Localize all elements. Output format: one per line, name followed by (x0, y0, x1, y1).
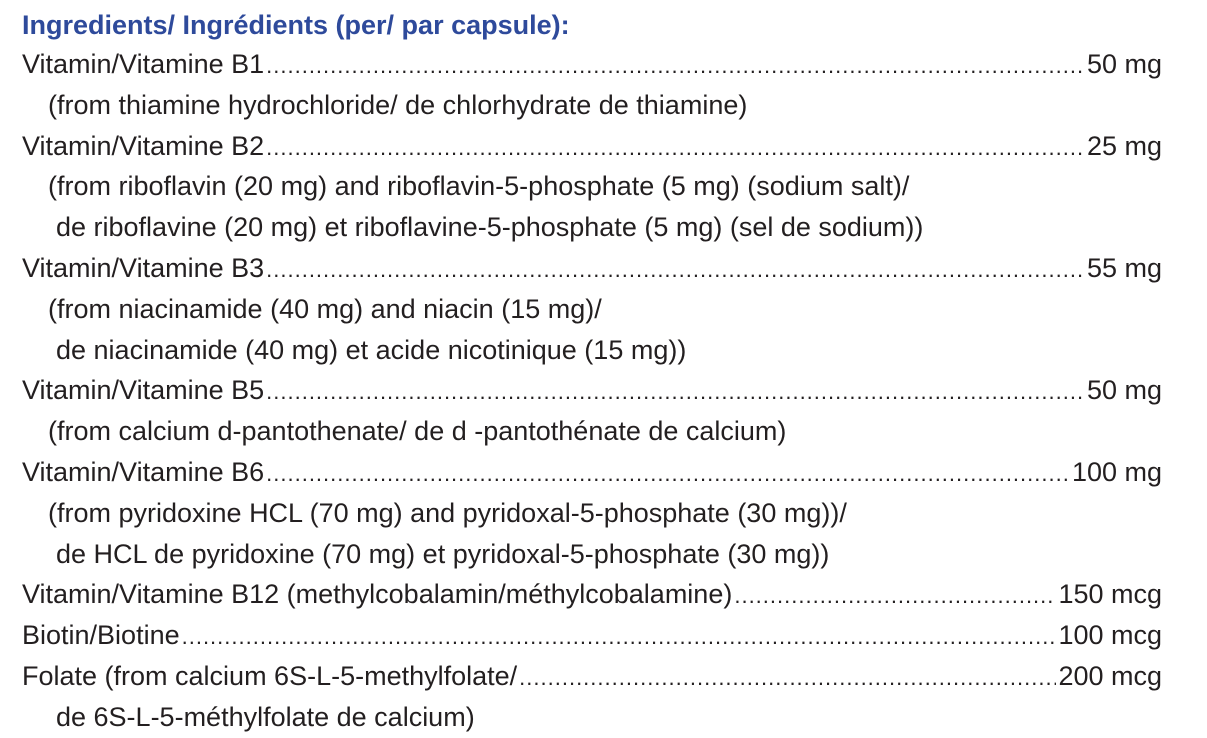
ingredient-name: Folate (from calcium 6S-L-5-methylfolate/ (22, 660, 518, 691)
ingredient-name: Vitamin/Vitamine B2 (22, 130, 265, 161)
ingredient-name: Vitamin/Vitamine B5 (22, 375, 265, 406)
ingredient-row-b5 (22, 370, 1162, 411)
dot-leader (182, 617, 1057, 658)
ingredient-amount: 55 mg (1086, 252, 1162, 283)
ingredient-amount: 25 mg (1086, 130, 1162, 161)
ingredient-source-line: (from niacinamide (40 mg) and niacin (15 mg)/ (48, 293, 602, 324)
ingredient-amount: 50 mg (1086, 375, 1162, 406)
ingredient-amount: 50 mg (1086, 49, 1162, 79)
dot-leader (734, 576, 1056, 617)
ingredient-name: Vitamin/Vitamine B12 (methylcobalamin/méthylcobalamine) (22, 579, 733, 610)
ingredient-amount: 100 mcg (1058, 620, 1162, 651)
ingredients-heading: Ingredients/ Ingrédients (per/ par capsule): (22, 10, 570, 40)
ingredient-row-b12 (22, 574, 1162, 615)
ingredient-source-line: (from calcium d-pantothenate/ de d -pantothénate de calcium) (48, 416, 787, 447)
ingredient-name: Biotin/Biotine (22, 620, 180, 651)
dot-leader (266, 128, 1085, 169)
ingredient-name: Vitamin/Vitamine B1 (22, 49, 265, 79)
ingredient-source-line: (from pyridoxine HCL (70 mg) and pyridoxal-5-phosphate (30 mg))/ (48, 497, 847, 528)
ingredient-source-line: de riboflavine (20 mg) et riboflavine-5-phosphate (5 mg) (sel de sodium)) (56, 212, 924, 243)
ingredient-name: Vitamin/Vitamine B6 (22, 456, 265, 487)
ingredient-source-line: (from riboflavin (20 mg) and riboflavin-5-phosphate (5 mg) (sodium salt)/ (48, 171, 910, 202)
ingredient-row-b2 (22, 126, 1162, 167)
ingredient-amount: 150 mcg (1058, 579, 1162, 610)
ingredient-row-b3 (22, 248, 1162, 289)
ingredient-amount: 100 mg (1071, 456, 1162, 487)
ingredient-row-folate (22, 656, 1162, 697)
dot-leader (266, 46, 1085, 87)
dot-leader (266, 250, 1085, 291)
dot-leader (266, 372, 1085, 413)
ingredient-row-biotin (22, 615, 1162, 656)
ingredient-row-b6 (22, 452, 1162, 493)
ingredient-row-b1 (22, 44, 1162, 85)
ingredient-source-line: de HCL de pyridoxine (70 mg) et pyridoxal-5-phosphate (30 mg)) (56, 538, 830, 569)
ingredient-source-line: de niacinamide (40 mg) et acide nicotinique (15 mg)) (56, 334, 687, 365)
ingredient-name: Vitamin/Vitamine B3 (22, 252, 265, 283)
ingredients-label (22, 6, 1162, 738)
ingredient-amount: 200 mcg (1058, 660, 1162, 691)
ingredient-source-line: de 6S-L-5-méthylfolate de calcium) (56, 701, 475, 732)
dot-leader (266, 454, 1070, 495)
dot-leader (519, 658, 1056, 699)
ingredient-source-line: (from thiamine hydrochloride/ de chlorhydrate de thiamine) (48, 89, 748, 120)
